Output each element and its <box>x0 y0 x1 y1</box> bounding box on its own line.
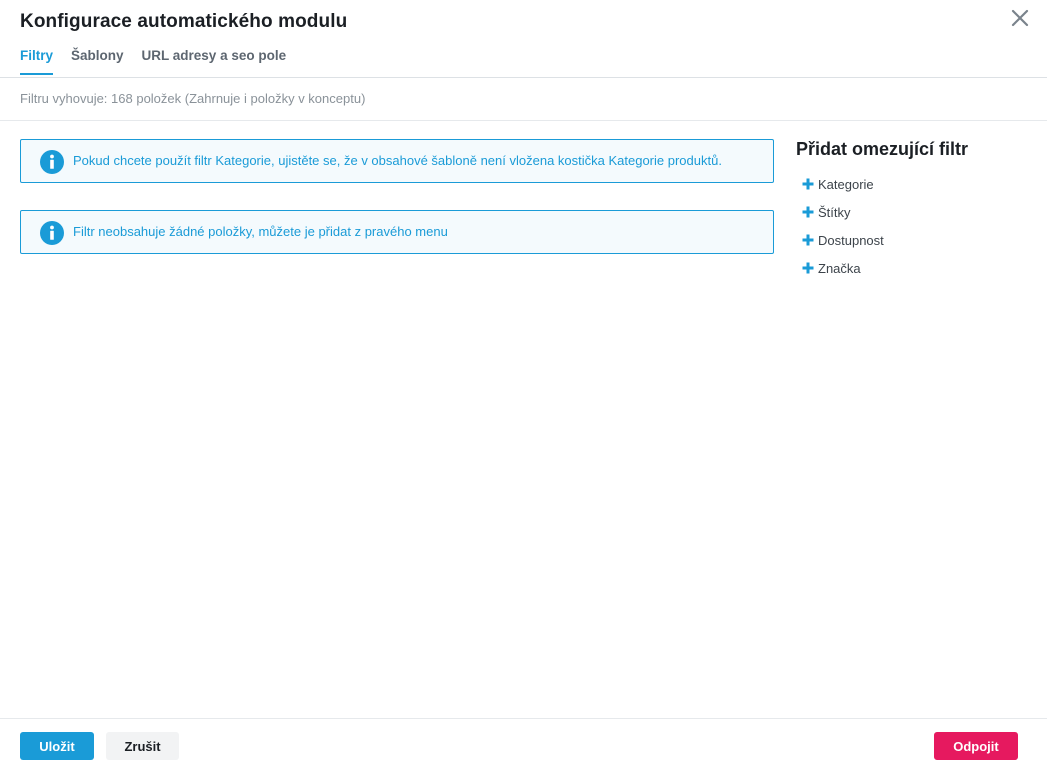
modal-header <box>0 0 1047 78</box>
modal-footer <box>0 718 1047 767</box>
add-filter-znacka[interactable] <box>802 259 861 277</box>
add-filter-heading: Přidat omezující filtr <box>796 139 969 159</box>
add-filter-stitky[interactable] <box>802 203 851 221</box>
plus-icon <box>802 262 814 274</box>
info-alert-empty-filter <box>20 210 774 254</box>
info-icon <box>40 150 64 174</box>
close-icon[interactable] <box>1009 7 1031 29</box>
filter-match-count: Filtru vyhovuje: 168 položek (Zahrnuje i položky v konceptu) <box>20 91 366 106</box>
add-filter-kategorie[interactable] <box>802 175 874 193</box>
add-filter-label: Značka <box>818 260 861 276</box>
add-filter-dostupnost[interactable] <box>802 231 884 249</box>
plus-icon <box>802 234 814 246</box>
info-alert-text: Filtr neobsahuje žádné položky, můžete je přidat z pravého menu <box>73 224 448 239</box>
filter-status-bar <box>0 78 1047 121</box>
info-alert-category <box>20 139 774 183</box>
info-icon <box>40 221 64 245</box>
info-alert-text: Pokud chcete použít filtr Kategorie, ujistěte se, že v obsahové šabloně není vložena kostička Kategorie produktů. <box>73 153 722 168</box>
tab-filtry[interactable]: Filtry <box>20 48 53 75</box>
save-button[interactable]: Uložit <box>20 732 94 760</box>
disconnect-button[interactable]: Odpojit <box>934 732 1018 760</box>
tab-url-seo[interactable]: URL adresy a seo pole <box>141 48 287 63</box>
tab-bar <box>20 48 304 77</box>
tab-sablony[interactable]: Šablony <box>71 48 124 63</box>
add-filter-label: Dostupnost <box>818 232 884 248</box>
add-filter-label: Kategorie <box>818 176 874 192</box>
plus-icon <box>802 178 814 190</box>
add-filter-label: Štítky <box>818 204 851 220</box>
modal-title: Konfigurace automatického modulu <box>20 11 348 32</box>
plus-icon <box>802 206 814 218</box>
cancel-button[interactable]: Zrušit <box>106 732 179 760</box>
